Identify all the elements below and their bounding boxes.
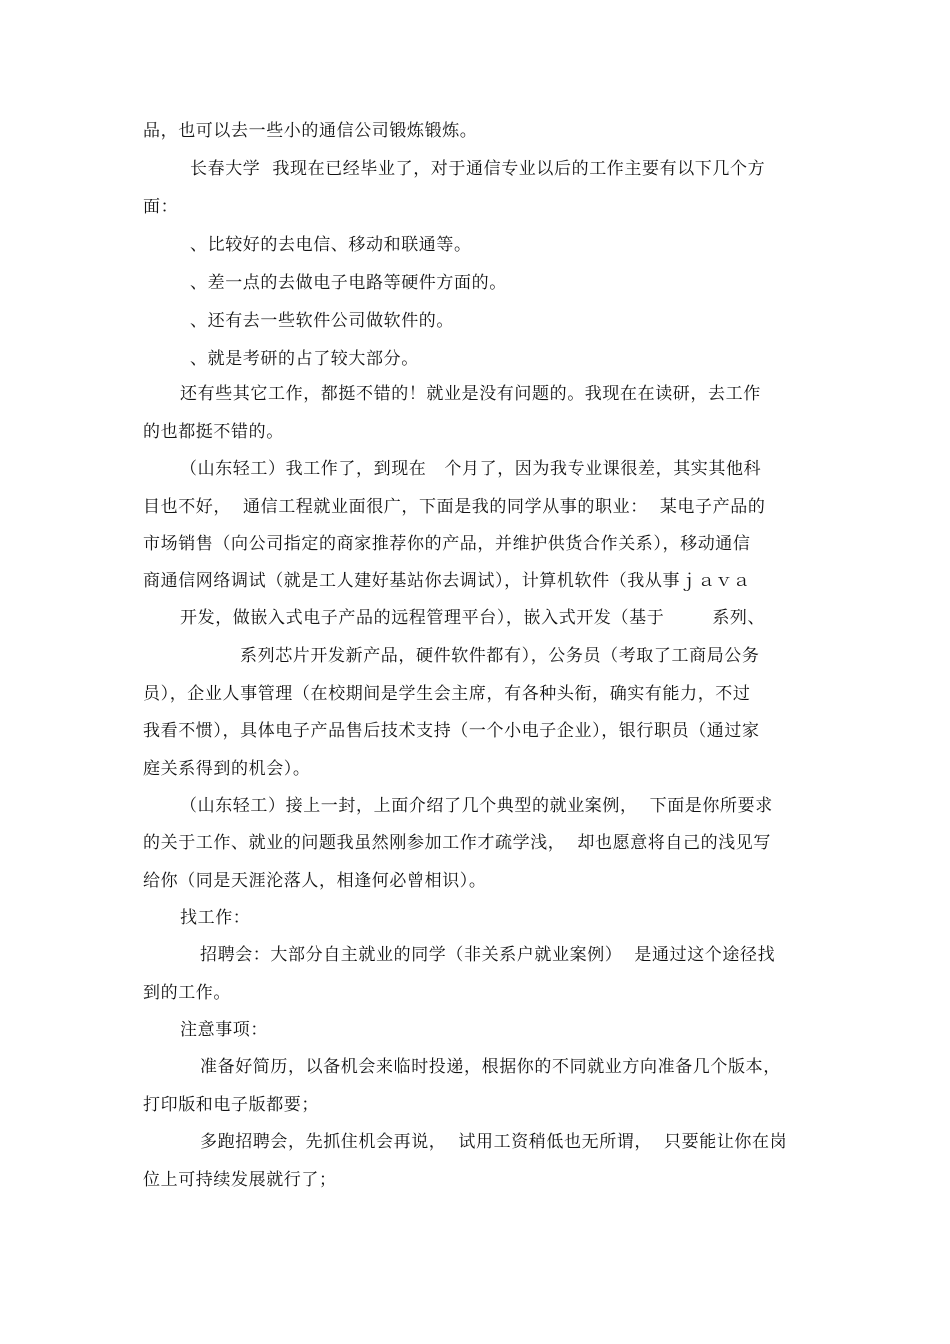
text-line: 到的工作。 xyxy=(143,983,231,1003)
text-line: 找工作： xyxy=(180,908,251,928)
text-line: 注意事项： xyxy=(180,1020,268,1040)
text-line: 、差一点的去做电子电路等硬件方面的。 xyxy=(190,273,507,293)
text-line: 我看不惯），具体电子产品售后技术支持（一个小电子企业），银行职员（通过家 xyxy=(143,721,760,741)
text-line: 、就是考研的占了较大部分。 xyxy=(190,349,419,369)
text-line: 商通信网络调试（就是工人建好基站你去调试），计算机软件（我从事ｊａｖａ xyxy=(143,571,751,591)
text-line: 的关于工作、就业的问题我虽然刚参加工作才疏学浅， 却也愿意将自己的浅见写 xyxy=(143,833,772,853)
text-line: 品，也可以去一些小的通信公司锻炼锻炼。 xyxy=(143,121,478,141)
text-line: 招聘会：大部分自主就业的同学（非关系户就业案例） 是通过这个途径找 xyxy=(200,945,776,965)
text-line: 市场销售（向公司指定的商家推荐你的产品，并维护供货合作关系），移动通信 xyxy=(143,534,751,554)
text-line: 准备好简历，以备机会来临时投递，根据你的不同就业方向准备几个版本， xyxy=(200,1057,781,1077)
text-line: 员），企业人事管理（在校期间是学生会主席，有各种头衔，确实有能力，不过 xyxy=(143,684,751,704)
text-line: 、还有去一些软件公司做软件的。 xyxy=(190,311,454,331)
text-line: （山东轻工）我工作了，到现在 个月了，因为我专业课很差，其实其他科 xyxy=(180,459,762,479)
text-line: 庭关系得到的机会）。 xyxy=(143,759,311,779)
text-line: 长春大学 我现在已经毕业了，对于通信专业以后的工作主要有以下几个方 xyxy=(190,159,766,179)
text-line: 目也不好， 通信工程就业面很广，下面是我的同学从事的职业： 某电子产品的 xyxy=(143,497,766,517)
text-line: 、比较好的去电信、移动和联通等。 xyxy=(190,235,472,255)
text-line: 多跑招聘会，先抓住机会再说， 试用工资稍低也无所谓， 只要能让你在岗 xyxy=(200,1132,788,1152)
text-line: 还有些其它工作，都挺不错的！就业是没有问题的。我现在在读研，去工作 xyxy=(180,384,761,404)
text-line: 位上可持续发展就行了； xyxy=(143,1170,337,1190)
text-line: 开发，做嵌入式电子产品的远程管理平台），嵌入式开发（基于 系列、 xyxy=(180,608,766,628)
text-line: （山东轻工）接上一封，上面介绍了几个典型的就业案例， 下面是你所要求 xyxy=(180,796,773,816)
text-line: 面： xyxy=(143,197,179,217)
text-line: 给你（同是天涯沦落人，相逢何必曾相识）。 xyxy=(143,871,487,891)
text-line: 的也都挺不错的。 xyxy=(143,422,284,442)
text-line: 打印版和电子版都要； xyxy=(143,1095,319,1115)
text-line: 系列芯片开发新产品，硬件软件都有），公务员（考取了工商局公务 xyxy=(240,646,760,666)
